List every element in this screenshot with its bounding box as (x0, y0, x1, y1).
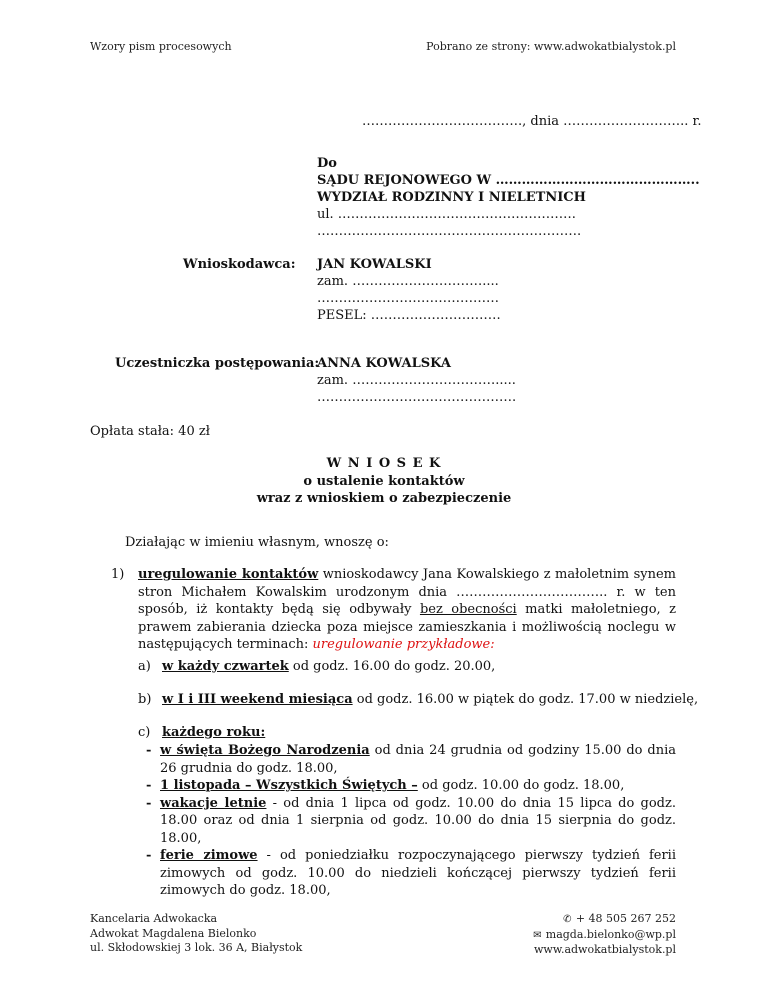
participant-label: Uczestniczka postępowania: (115, 356, 320, 371)
point-1-text-b: matki małoletniego, z prawem zabierania dziecka poza miejsce zamieszkania i możliwością noclegu w następujących terminach: (138, 602, 676, 652)
applicant-address2: …………………………………… (317, 291, 499, 306)
footer-address: ul. Skłodowskiej 3 lok. 36 A, Białystok (90, 941, 303, 954)
footer-right (532, 912, 676, 958)
point-1-bold: uregulowanie kontaktów (138, 567, 319, 582)
item-a-text (162, 658, 495, 675)
mail-icon: ✉ (533, 929, 542, 941)
point-1-underlined: bez obecności (419, 602, 517, 617)
list-item-text: - od poniedziałku rozpoczynającego pierwszy tydzień ferii zimowych od godz. 10.00 do niedzieli kończącej pierwszy tydzień ferii zimowych do godz. 18.00, (160, 848, 676, 898)
list-item-bold: 1 listopada – Wszystkich Świętych – (160, 778, 418, 793)
list-item-text: od dnia 24 grudnia od godziny 15.00 do dnia 26 grudnia do godz. 18.00, (160, 743, 676, 776)
fee-line: Opłata stała: 40 zł (90, 424, 210, 439)
item-a-label: a) (138, 659, 151, 674)
footer-firm: Kancelaria Adwokacka (90, 912, 218, 925)
footer-phone-text: + 48 505 267 252 (575, 912, 676, 925)
court-street: ul. ………………………………………………. (317, 207, 576, 222)
list-item-text: - od dnia 1 lipca od godz. 10.00 do dnia 15 lipca do godz. 18.00 oraz od dnia 1 sierpnia od godz. 10.00 do dnia 15 sierpnia do godz. 18.00, (160, 795, 676, 846)
header-right: Pobrano ze strony: www.adwokatbialystok.pl (426, 40, 676, 53)
list-item: - ferie zimowe - od poniedziałku rozpoczynającego pierwszy tydzień ferii zimowych od godz. 10.00 do niedzieli kończącej pierwszy tydzień ferii zimowych do godz. 18.00, (146, 848, 676, 898)
footer-email (532, 928, 676, 944)
item-b-bold: w I i III weekend miesiąca (162, 692, 353, 707)
point-1-red-note: uregulowanie przykładowe: (312, 637, 495, 652)
item-b-label: b) (138, 692, 152, 707)
participant-address2: ………………………………………. (317, 390, 517, 405)
court-city: ……………………………………………………. (317, 224, 582, 239)
list-item: - 1 listopada – Wszystkich Świętych – od godz. 10.00 do godz. 18.00, (146, 778, 625, 793)
footer-website[interactable]: www.adwokatbialystok.pl (534, 943, 676, 956)
item-a-bold: w każdy czwartek (162, 659, 289, 674)
item-c-label: c) (138, 725, 151, 740)
list-item: - w święta Bożego Narodzenia od dnia 24 grudnia od godziny 15.00 do dnia 26 grudnia do godz. 18.00, (146, 743, 676, 776)
point-1-text (138, 566, 676, 654)
footer-email-text[interactable]: magda.bielonko@wp.pl (545, 927, 676, 941)
point-1-text-a: wnioskodawcy Jana Kowalskiego z małoletnim synem stron Michałem Kowalskim urodzonym dnia …………………………….. r. w ten sposób, iż kontakty będą się odbywały (138, 567, 676, 617)
item-a-rest: od godz. 16.00 do godz. 20.00, (288, 659, 496, 674)
list-item-text: od godz. 10.00 do godz. 18.00, (417, 778, 625, 793)
list-item-bold: w święta Bożego Narodzenia (160, 743, 370, 758)
court-name: SĄDU REJONOWEGO W ……………………………………….. (317, 173, 700, 188)
court-division: WYDZIAŁ RODZINNY I NIELETNICH (317, 190, 586, 205)
date-line: ………………………………., dnia ……………………….. r. (362, 114, 702, 129)
header-left: Wzory pism procesowych (90, 40, 232, 53)
intro-text: Działając w imieniu własnym, wnoszę o: (125, 535, 389, 550)
list-item-bold: wakacje letnie (160, 795, 267, 811)
item-c-bold: każdego roku: (162, 725, 266, 740)
footer-left (90, 912, 302, 956)
item-b-text (162, 691, 698, 708)
point-1-number: 1) (111, 567, 125, 582)
footer-lawyer: Adwokat Magdalena Bielonko (90, 926, 257, 940)
list-item: - wakacje letnie - od dnia 1 lipca od godz. 10.00 do dnia 15 lipca do godz. 18.00 oraz od dnia 1 sierpnia od godz. 10.00 do dnia 15 sierpnia do godz. 18.00, (146, 795, 676, 846)
court-do: Do (317, 156, 337, 171)
item-b-rest: od godz. 16.00 w piątek do godz. 17.00 w niedzielę, (352, 692, 699, 707)
applicant-address1: zam. ………………………….... (317, 274, 499, 289)
applicant-label: Wnioskodawca: (183, 257, 296, 272)
document-subtitle-1: o ustalenie kontaktów (303, 474, 465, 489)
applicant-name: JAN KOWALSKI (317, 257, 432, 272)
yearly-list (146, 742, 676, 900)
list-item-bold: ferie zimowe (160, 848, 258, 863)
document-subtitle-2: wraz z wnioskiem o zabezpieczenie (256, 491, 512, 506)
footer-phone (532, 912, 676, 928)
participant-address1: zam. ……………………………..... (317, 373, 516, 388)
document-title: W N I O S E K (326, 456, 442, 471)
phone-icon: ✆ (563, 914, 572, 925)
applicant-pesel: PESEL: ………………………… (317, 308, 501, 323)
participant-name: ANNA KOWALSKA (317, 356, 451, 371)
